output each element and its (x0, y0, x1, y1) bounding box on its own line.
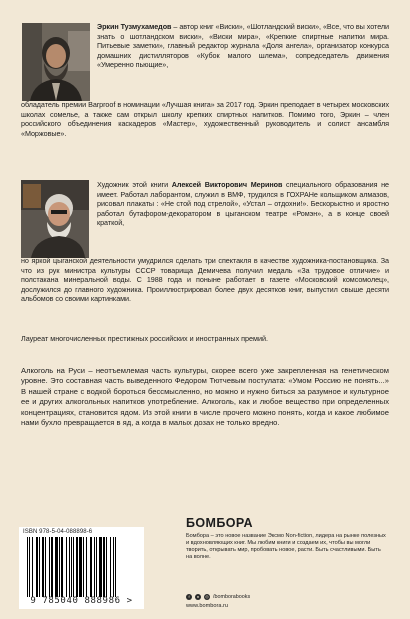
barcode-bar (36, 537, 38, 597)
author-photo (22, 23, 90, 101)
barcode-bar (51, 537, 53, 597)
barcode-bar (42, 537, 44, 597)
barcode-bar (86, 537, 87, 597)
barcode-bar (55, 537, 58, 597)
barcode-bar (96, 537, 97, 597)
social-handle-text: /bomborabooks (213, 594, 251, 600)
barcode-panel (19, 527, 144, 609)
barcode-bar (59, 537, 60, 597)
author-name: Эркин Тузмухамедов (97, 22, 172, 31)
barcode-bar (106, 537, 107, 597)
barcode-bar (73, 537, 74, 597)
barcode-bar (103, 537, 105, 597)
illustrator-intro: Художник этой книги (97, 180, 172, 189)
instagram-icon: ◎ (205, 594, 209, 599)
barcode-bar (29, 537, 30, 597)
social-handles (186, 594, 250, 600)
barcode-bars (25, 537, 139, 597)
illustrator-name: Алексей Викторович Меринов (171, 180, 283, 189)
barcode-bar (32, 537, 33, 597)
barcode-bar (99, 537, 102, 597)
barcode-bar (27, 537, 28, 597)
illustrator-photo (21, 180, 89, 258)
barcode-bar (69, 537, 70, 597)
barcode-bar (115, 537, 116, 597)
book-description: Алкоголь на Руси – неотъемлемая часть культуры, скорее всего уже закрепленная на генетическом уровне. Это составная часть выведенного Федором Тютчевым постулата: «Умом Россию не понять...» В нашей стране с водкой бороться бессмысленно, но можно и нужно биться за разумное и культурное ее и других алкогольных напитков употребление. Алкоголь, как и любое вещество при определенных концентрациях, становится ядом. Из этой книги в числе прочего можно понять, когда и какое любимое нами бухло превращается в яд, а когда в малых дозах не только вредно. (21, 366, 389, 428)
author-bio-rest: обладатель премии Barproof в номинации «Лучшая книга» за 2017 год. Эркин преподает в четырех московских школах сомелье, а также сам открыл школу крепких спиртных напитков. Помимо того, Эркин – член российского объединения каскадеров «Мастер», художественный руководитель и солист ансамбля «Моржовые». (21, 100, 389, 138)
barcode-bar (110, 537, 111, 597)
illustrator-bio-top (97, 180, 389, 228)
barcode-bar (83, 537, 84, 597)
publisher-blurb: Бомбора – это новое название Эксмо Non-fiction, лидера на рынке полезных и вдохновляющих книг. Мы любим книги и создаем их, чтобы вы могли творить, открывать мир, пробовать новое, расти. Быть счастливыми. Быть на волне. (186, 533, 386, 561)
barcode-bar (61, 537, 63, 597)
barcode-bar (66, 537, 67, 597)
barcode-digits: 9 785040 888986 > (30, 596, 133, 606)
illustrator-bio-rest: но яркой цыганской деятельности умудрился сделать три спектакля в качестве художника-постановщика. За что из рук министра культуры СССР товарища Демичева получил медаль «За трудовое отличие» и полстакана минеральной воды. С 1988 года и поныне работает в газете «Московский комсомолец», дослужился до главного художника. Проиллюстрировал более двух десятков книг, выпустил свыше десяти альбомов со своими картинками. (21, 256, 389, 304)
facebook-icon: f (186, 594, 192, 600)
author-bio-start: – автор книг «Виски», «Шотландский виски», «Все, что вы хотели знать о шотландском виски», «Виски мира», «Крепкие спиртные напитки мира. Питьевые заметки», главный редактор журнала «Доля ангела», организатор конкурса домашних дистилляторов «Кубок малого шлема», сопредседатель движения «Умеренно пьющие», (97, 22, 390, 70)
barcode-bar (79, 537, 82, 597)
barcode-bar (71, 537, 72, 597)
publisher-logo: БОМБОРА (186, 516, 253, 530)
barcode-bar (49, 537, 50, 597)
publisher-website: www.bombora.ru (186, 603, 228, 609)
illustrator-bio-start: специального образования не имеет. Работал лаборантом, служил в ВМФ, трудился в ГОХРАНе кольщиком алмазов, рисовал плакаты : «Не стой под стрелой», «Устал – отдохни!». Бескорыстно и яростно работал бутафором-декоратором в цыганском театре «Ромэн», а в конце своей краткой, (97, 180, 389, 228)
barcode-bar (39, 537, 40, 597)
barcode-bar (113, 537, 114, 597)
illustrator-awards: Лауреат многочисленных престижных российских и иностранных премий. (21, 334, 269, 343)
barcode-bar (94, 537, 95, 597)
author-bio-top (97, 22, 389, 100)
barcode-bar (45, 537, 46, 597)
vk-icon: в (196, 594, 200, 599)
isbn-label: ISBN 978-5-04-088898-6 (23, 529, 93, 535)
barcode-bar (76, 537, 78, 597)
barcode-bar (90, 537, 92, 597)
